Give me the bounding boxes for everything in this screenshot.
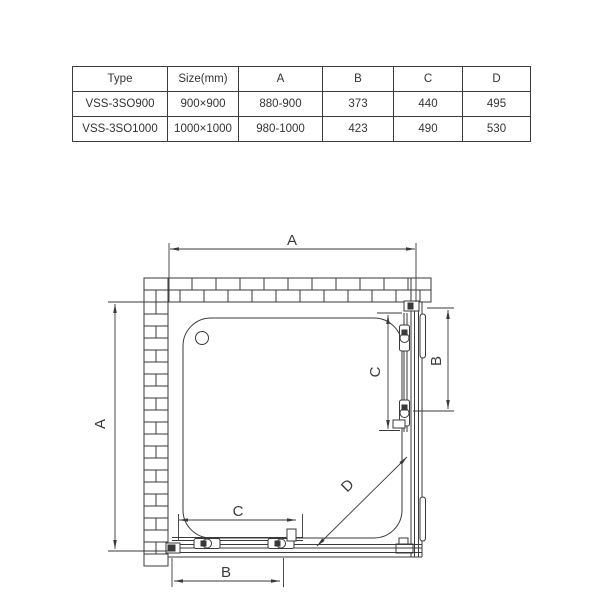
left-wall <box>144 278 168 566</box>
spec-cell-d: 530 <box>463 117 531 142</box>
bottom-door-tab <box>287 529 296 541</box>
col-header-b: B <box>323 67 394 92</box>
drain <box>196 332 209 345</box>
spec-cell-size: 1000×1000 <box>168 117 239 142</box>
dim-diagonal-d <box>317 457 407 546</box>
dim-bottom-door-b <box>172 558 284 587</box>
dim-label-b-right: B <box>428 355 445 367</box>
top-wall <box>144 278 431 302</box>
dim-label-a-left: A <box>92 418 109 430</box>
col-header-size: Size(mm) <box>168 67 239 92</box>
spec-cell-c: 440 <box>394 92 463 117</box>
col-header-d: D <box>463 67 531 92</box>
spec-cell-size: 900×900 <box>168 92 239 117</box>
spec-cell-a: 980-1000 <box>239 117 323 142</box>
spec-cell-type: VSS-3SO1000 <box>73 117 168 142</box>
spec-cell-d: 495 <box>463 92 531 117</box>
col-header-a: A <box>239 67 323 92</box>
dim-right-panel-c <box>367 313 402 431</box>
spec-cell-c: 490 <box>394 117 463 142</box>
spec-cell-b: 373 <box>323 92 394 117</box>
col-header-c: C <box>394 67 463 92</box>
dim-left-height-a <box>92 302 172 551</box>
dim-right-door-b <box>413 308 454 411</box>
spec-cell-b: 423 <box>323 117 394 142</box>
shower-tray <box>183 318 402 538</box>
dim-label-c-bottom: C <box>232 503 244 520</box>
spec-cell-type: VSS-3SO900 <box>73 92 168 117</box>
dim-label-a-top: A <box>286 232 298 249</box>
dim-label-c-right: C <box>367 366 384 378</box>
dim-label-b-bottom: B <box>220 564 232 581</box>
dim-top-width-a <box>169 232 416 302</box>
dim-label-d: D <box>337 475 358 496</box>
right-handle-top <box>420 314 426 358</box>
col-header-type: Type <box>73 67 168 92</box>
bottom-door-assembly <box>166 529 422 557</box>
spec-cell-a: 880-900 <box>239 92 323 117</box>
right-door-assembly <box>393 278 426 557</box>
right-handle-bottom <box>420 497 426 541</box>
